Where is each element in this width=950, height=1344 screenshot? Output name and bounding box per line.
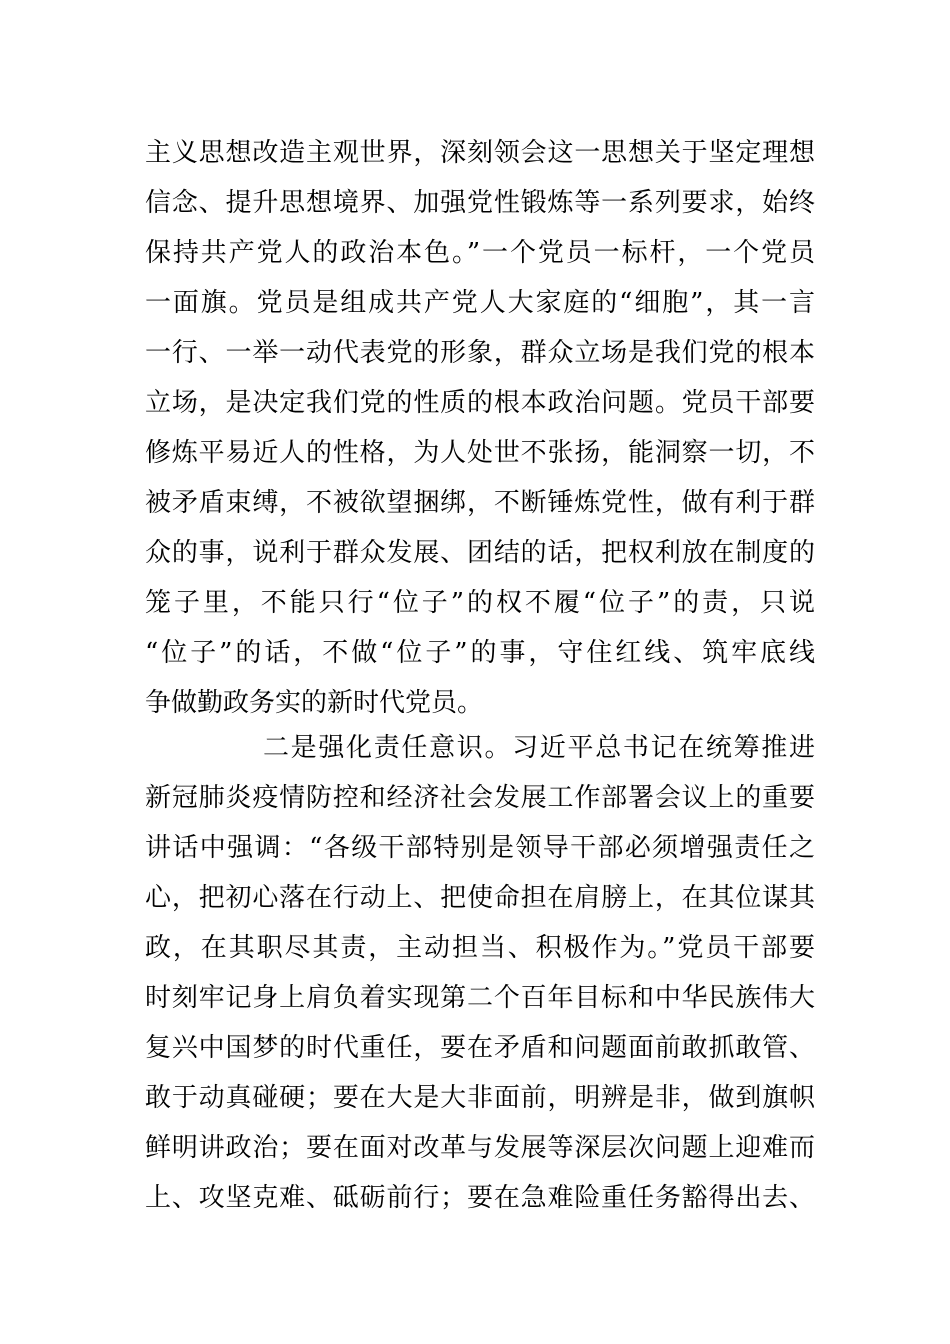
text-line: 心，把初心落在行动上、把使命担在肩膀上，在其位谋其 [145, 883, 815, 913]
text-line: 复兴中国梦的时代重任，要在矛盾和问题面前敢抓敢管、 [145, 1033, 815, 1063]
text-line: 笼子里，不能只行“位子”的权不履“位子”的责，只说 [145, 588, 815, 618]
text-line: 鲜明讲政治；要在面对改革与发展等深层次问题上迎难而 [145, 1133, 815, 1163]
text-line: 新冠肺炎疫情防控和经济社会发展工作部署会议上的重要 [145, 783, 815, 813]
text-line: 争做勤政务实的新时代党员。 [145, 688, 484, 718]
text-line: 被矛盾束缚，不被欲望捆绑，不断锤炼党性，做有利于群 [145, 488, 815, 518]
text-line: “位子”的话，不做“位子”的事，守住红线、筑牢底线 [145, 638, 815, 668]
text-line: 立场，是决定我们党的性质的根本政治问题。党员干部要 [145, 388, 815, 418]
paragraph-1 [145, 128, 815, 728]
text-line: 敢于动真碰硬；要在大是大非面前，明辨是非，做到旗帜 [145, 1083, 815, 1113]
text-line: 修炼平易近人的性格，为人处世不张扬，能洞察一切，不 [145, 438, 815, 468]
text-line: 政，在其职尽其责，主动担当、积极作为。”党员干部要 [145, 933, 815, 963]
text-line: 信念、提升思想境界、加强党性锻炼等一系列要求，始终 [145, 188, 815, 218]
text-line: 主义思想改造主观世界，深刻领会这一思想关于坚定理想 [145, 138, 815, 168]
text-line: 上、攻坚克难、砥砺前行；要在急难险重任务豁得出去、 [145, 1183, 815, 1213]
text-line: 时刻牢记身上肩负着实现第二个百年目标和中华民族伟大 [145, 983, 815, 1013]
text-line: 一行、一举一动代表党的形象，群众立场是我们党的根本 [145, 338, 815, 368]
text-line: 讲话中强调：“各级干部特别是领导干部必须增强责任之 [145, 833, 815, 863]
text-line: 二是强化责任意识。习近平总书记在统筹推进 [263, 733, 815, 763]
text-line: 保持共产党人的政治本色。”一个党员一标杆，一个党员 [145, 238, 815, 268]
text-line: 众的事，说利于群众发展、团结的话，把权利放在制度的 [145, 538, 815, 568]
paragraph-2 [145, 723, 815, 1223]
text-line: 一面旗。党员是组成共产党人大家庭的“细胞”，其一言 [145, 288, 815, 318]
